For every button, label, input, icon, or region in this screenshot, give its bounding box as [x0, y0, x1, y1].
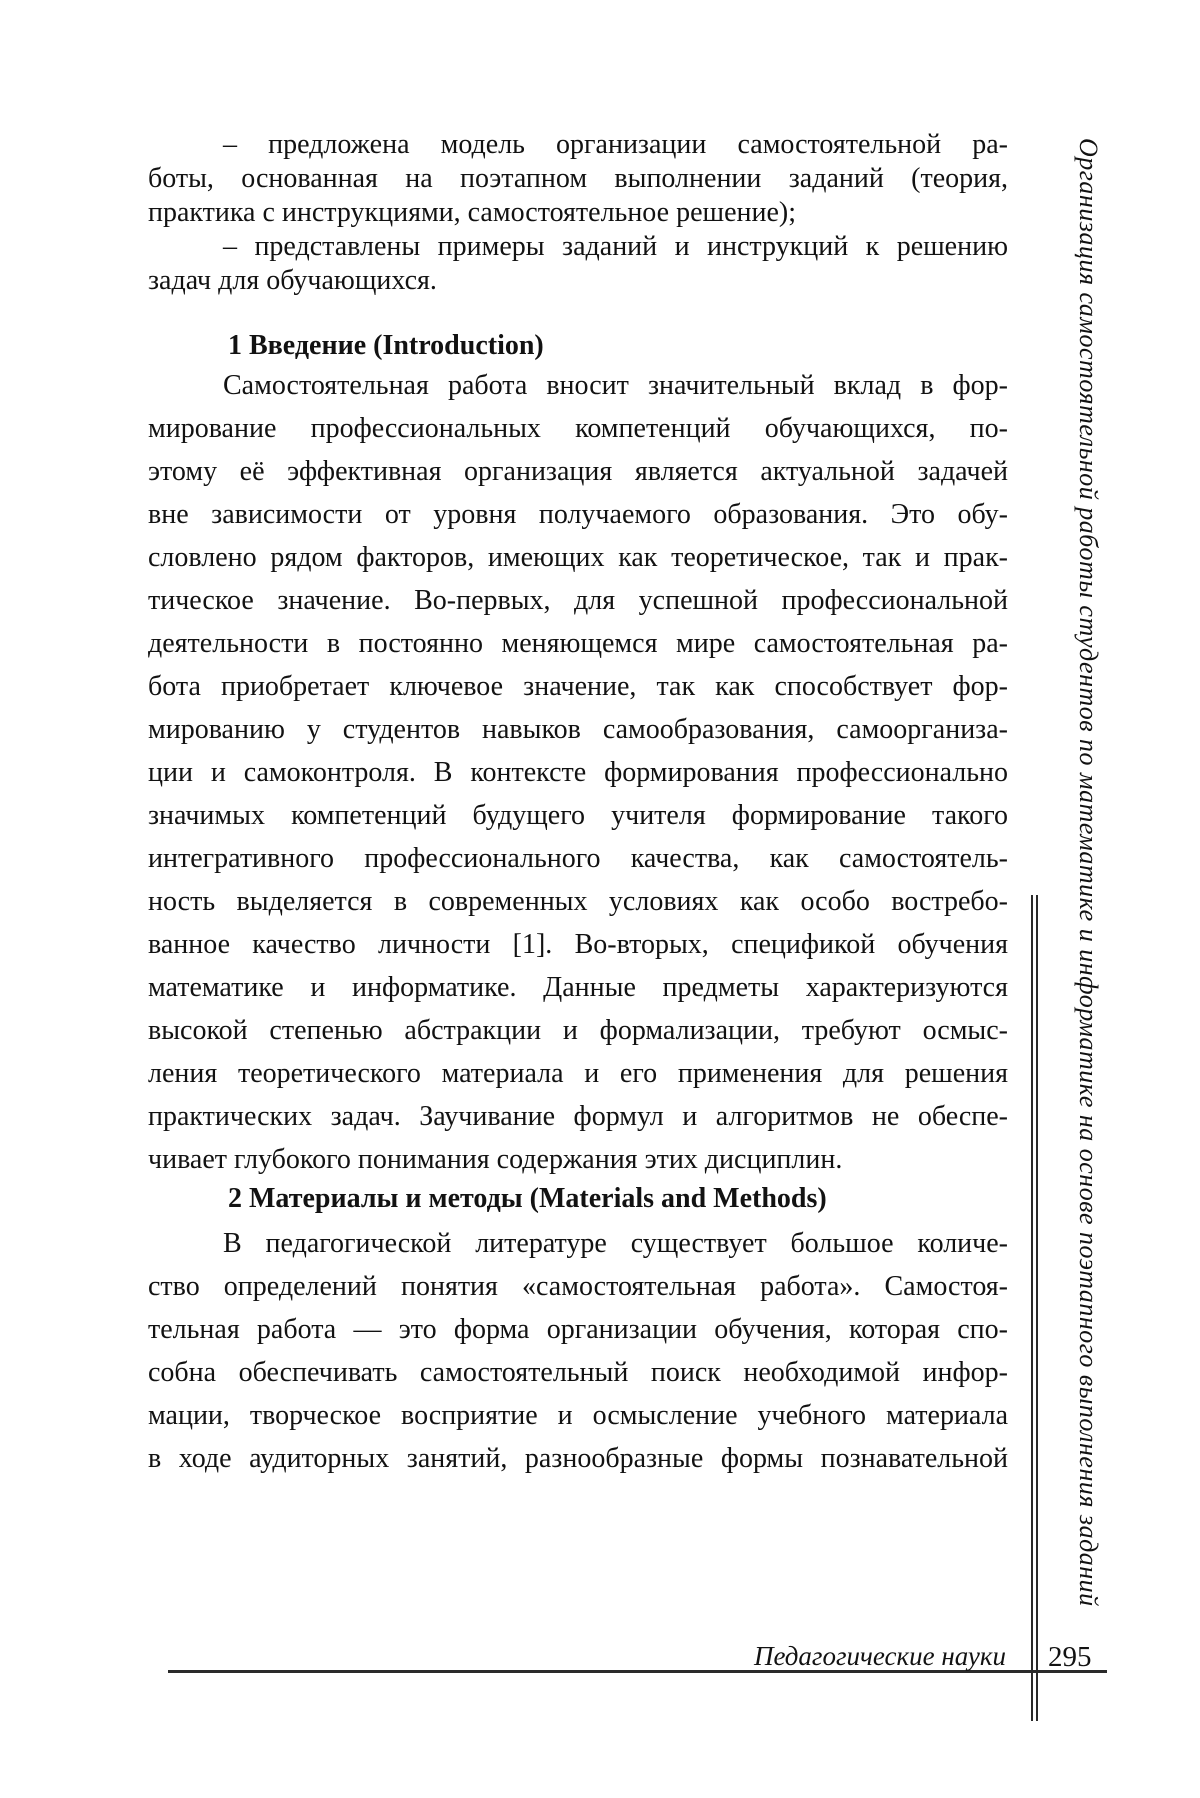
text-line: – предложена модель организации самостоятельной ра- — [223, 129, 1008, 160]
text-line: интегративного профессионального качества, как самостоятель- — [148, 843, 1008, 874]
vertical-double-rule — [1031, 895, 1038, 1721]
text-line: высокой степенью абстракции и формализации, требуют осмыс- — [148, 1015, 1008, 1046]
text-line: тическое значение. Во-первых, для успешной профессиональной — [148, 585, 1008, 616]
text-line: мирование профессиональных компетенций обучающихся, по- — [148, 413, 1008, 444]
text-line: мированию у студентов навыков самообразования, самоорганиза- — [148, 714, 1008, 745]
text-line: практических задач. Заучивание формул и алгоритмов не обеспе- — [148, 1101, 1008, 1132]
text-line: боты, основанная на поэтапном выполнении заданий (теория, — [148, 163, 1008, 194]
text-line: чивает глубокого понимания содержания этих дисциплин. — [148, 1144, 843, 1175]
text-line: ления теоретического материала и его применения для решения — [148, 1058, 1008, 1089]
text-line: ность выделяется в современных условиях как особо востребо- — [148, 886, 1008, 917]
text-line: в ходе аудиторных занятий, разнообразные формы познавательной — [148, 1443, 1008, 1474]
text-line: собна обеспечивать самостоятельный поиск необходимой инфор- — [148, 1357, 1008, 1388]
section-1-heading: 1 Введение (Introduction) — [228, 330, 544, 361]
text-line: практика с инструкциями, самостоятельное решение); — [148, 197, 796, 228]
margin-running-title: Организация самостоятельной работы студентов по математике и информатике на основе поэтапного выполнения заданий — [1074, 138, 1103, 1607]
text-line: Самостоятельная работа вносит значительный вклад в фор- — [223, 370, 1008, 401]
page-number: 295 — [1048, 1641, 1092, 1673]
section-1-paragraph — [148, 364, 1008, 1181]
text-line: этому её эффективная организация является актуальной задачей — [148, 456, 1008, 487]
footer-section-label: Педагогические науки — [753, 1641, 1006, 1671]
text-line: значимых компетенций будущего учителя формирование такого — [148, 800, 1008, 831]
text-line: ванное качество личности [1]. Во-вторых, спецификой обучения — [148, 929, 1008, 960]
section-2-paragraph — [148, 1222, 1008, 1480]
intro-list-paragraph — [148, 128, 1008, 298]
section-2-heading: 2 Материалы и методы (Materials and Methods) — [228, 1183, 827, 1214]
text-line: математике и информатике. Данные предметы характеризуются — [148, 972, 1008, 1003]
text-line: ство определений понятия «самостоятельная работа». Самостоя- — [148, 1271, 1008, 1302]
text-line: мации, творческое восприятие и осмысление учебного материала — [148, 1400, 1008, 1431]
text-line: задач для обучающихся. — [148, 265, 437, 296]
text-line: – представлены примеры заданий и инструкций к решению — [223, 231, 1008, 262]
text-line: бота приобретает ключевое значение, так как способствует фор- — [148, 671, 1008, 702]
text-line: деятельности в постоянно меняющемся мире самостоятельная ра- — [148, 628, 1008, 659]
text-line: тельная работа — это форма организации обучения, которая спо- — [148, 1314, 1008, 1345]
text-line: ции и самоконтроля. В контексте формирования профессионально — [148, 757, 1008, 788]
text-line: словлено рядом факторов, имеющих как теоретическое, так и прак- — [148, 542, 1008, 573]
text-line: вне зависимости от уровня получаемого образования. Это обу- — [148, 499, 1008, 530]
text-line: В педагогической литературе существует большое количе- — [223, 1228, 1008, 1259]
